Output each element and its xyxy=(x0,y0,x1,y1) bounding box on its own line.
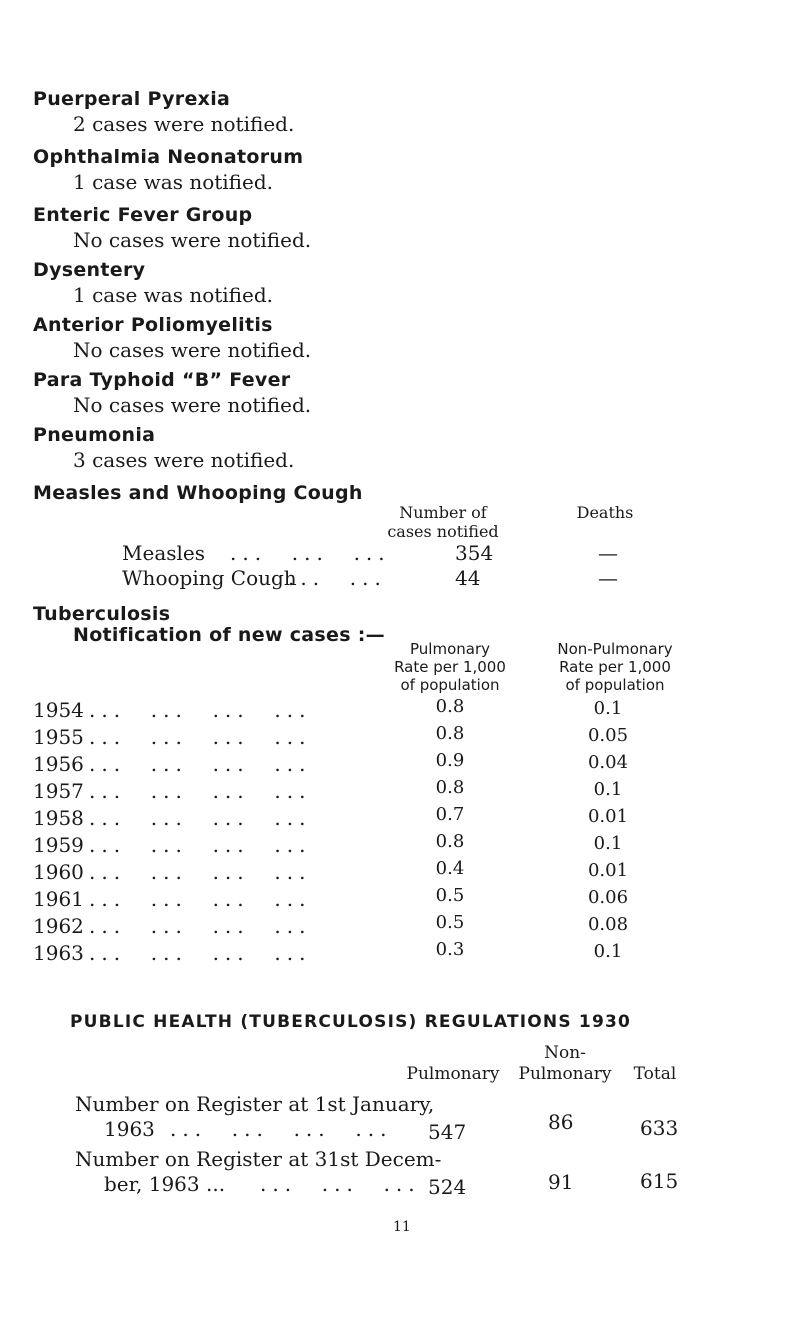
tb-non-pulmonary: 0.01 xyxy=(587,860,629,881)
tb-non-pulmonary: 0.06 xyxy=(587,887,629,908)
tb-year: 1955 xyxy=(33,725,84,749)
leader-dots: ... ... ... ... xyxy=(89,752,312,776)
tb-pulmonary: 0.7 xyxy=(435,804,465,825)
tb-year: 1962 xyxy=(33,914,84,938)
leader-dots: ... ... ... ... xyxy=(170,1117,393,1141)
tb-pulmonary: 0.9 xyxy=(435,750,465,771)
tb-non-pulmonary: 0.1 xyxy=(593,941,623,962)
register-pulmonary: 524 xyxy=(428,1175,467,1199)
section-heading: Anterior Poliomyelitis xyxy=(33,314,273,336)
header-line: Non-Pulmonary xyxy=(557,640,673,658)
header-line: of population xyxy=(400,676,500,694)
col-non-pulmonary-header: Pulmonary xyxy=(518,1064,612,1084)
tb-pulmonary: 0.4 xyxy=(435,858,465,879)
table-row xyxy=(33,752,733,779)
tb-year: 1960 xyxy=(33,860,84,884)
register-row-label: Number on Register at 1st January, xyxy=(75,1092,435,1116)
whooping-notified: 44 xyxy=(455,566,481,590)
tb-non-pulmonary: 0.01 xyxy=(587,806,629,827)
register-row-label: Number on Register at 31st Decem- xyxy=(75,1147,442,1171)
tb-table xyxy=(33,698,733,968)
tb-year: 1963 xyxy=(33,941,84,965)
whooping-deaths: — xyxy=(598,566,618,590)
measles-row-label: Whooping Cough xyxy=(122,566,297,590)
table-row xyxy=(33,779,733,806)
table-row xyxy=(33,941,733,968)
section-heading: Pneumonia xyxy=(33,424,156,446)
measles-notified: 354 xyxy=(455,541,494,565)
tb-non-pulmonary: 0.05 xyxy=(587,725,629,746)
section-text: 1 case was notified. xyxy=(73,170,274,194)
table-row xyxy=(33,698,733,725)
col-pulmonary-header xyxy=(380,640,520,694)
tb-pulmonary: 0.5 xyxy=(435,912,465,933)
section-heading: Para Typhoid “B” Fever xyxy=(33,369,291,391)
header-line: Rate per 1,000 xyxy=(559,658,671,676)
leader-dots: ... ... ... ... xyxy=(89,779,312,803)
table-row xyxy=(33,833,733,860)
tb-year: 1954 xyxy=(33,698,84,722)
section-heading: Dysentery xyxy=(33,259,146,281)
section-text: 3 cases were notified. xyxy=(73,448,295,472)
leader-dots: ... ... ... xyxy=(230,541,391,565)
leader-dots: ... ... ... ... xyxy=(89,725,312,749)
col-deaths-header: Deaths xyxy=(576,503,634,522)
header-line: Pulmonary xyxy=(410,640,490,658)
tb-subheading: Notification of new cases :— xyxy=(73,624,385,646)
table-row xyxy=(33,860,733,887)
register-non-pulmonary: 91 xyxy=(548,1170,574,1194)
tb-non-pulmonary: 0.08 xyxy=(587,914,629,935)
register-pulmonary: 547 xyxy=(428,1120,467,1144)
col-notified-header: Number of cases notified xyxy=(387,503,499,541)
measles-heading: Measles and Whooping Cough xyxy=(33,482,363,504)
tb-year: 1957 xyxy=(33,779,84,803)
register-non-pulmonary: 86 xyxy=(548,1110,574,1134)
tb-year: 1956 xyxy=(33,752,84,776)
table-row xyxy=(33,914,733,941)
tb-non-pulmonary: 0.1 xyxy=(593,698,623,719)
tb-pulmonary: 0.5 xyxy=(435,885,465,906)
section-text: No cases were notified. xyxy=(73,338,312,362)
leader-dots: ... ... ... ... xyxy=(89,887,312,911)
tb-pulmonary: 0.8 xyxy=(435,723,465,744)
section-text: 2 cases were notified. xyxy=(73,112,295,136)
measles-deaths: — xyxy=(598,541,618,565)
register-row-label-cont: 1963 xyxy=(104,1117,155,1141)
leader-dots: ... ... ... xyxy=(260,1172,421,1196)
tb-year: 1961 xyxy=(33,887,84,911)
tb-pulmonary: 0.3 xyxy=(435,939,465,960)
table-row xyxy=(33,806,733,833)
header-line: of population xyxy=(565,676,665,694)
regulations-title: PUBLIC HEALTH (TUBERCULOSIS) REGULATIONS 1930 xyxy=(70,1012,632,1032)
section-heading: Enteric Fever Group xyxy=(33,204,253,226)
tb-non-pulmonary: 0.04 xyxy=(587,752,629,773)
tb-non-pulmonary: 0.1 xyxy=(593,833,623,854)
register-total: 633 xyxy=(640,1116,679,1140)
leader-dots: ... ... ... ... xyxy=(89,914,312,938)
tb-pulmonary: 0.8 xyxy=(435,696,465,717)
section-text: No cases were notified. xyxy=(73,393,312,417)
table-row xyxy=(33,887,733,914)
page-number: 11 xyxy=(393,1219,411,1235)
tb-year: 1959 xyxy=(33,833,84,857)
leader-dots: ... ... ... ... xyxy=(89,698,312,722)
header-line: Rate per 1,000 xyxy=(394,658,506,676)
section-text: 1 case was notified. xyxy=(73,283,274,307)
leader-dots: ... ... xyxy=(288,566,387,590)
leader-dots: ... ... ... ... xyxy=(89,860,312,884)
register-total: 615 xyxy=(640,1169,679,1193)
measles-row-label: Measles xyxy=(122,541,205,565)
tb-pulmonary: 0.8 xyxy=(435,777,465,798)
section-heading: Ophthalmia Neonatorum xyxy=(33,146,304,168)
col-total-header: Total xyxy=(633,1064,677,1084)
tb-pulmonary: 0.8 xyxy=(435,831,465,852)
leader-dots: ... ... ... ... xyxy=(89,941,312,965)
section-text: No cases were notified. xyxy=(73,228,312,252)
table-row xyxy=(33,725,733,752)
tb-year: 1958 xyxy=(33,806,84,830)
tb-non-pulmonary: 0.1 xyxy=(593,779,623,800)
leader-dots: ... ... ... ... xyxy=(89,806,312,830)
col-non-pulmonary-header xyxy=(540,640,690,694)
register-row-label-cont: ber, 1963 ... xyxy=(104,1172,226,1196)
section-heading: Puerperal Pyrexia xyxy=(33,88,231,110)
leader-dots: ... ... ... ... xyxy=(89,833,312,857)
tb-heading: Tuberculosis xyxy=(33,603,171,625)
col-pulmonary-header: Pulmonary xyxy=(406,1064,500,1084)
col-non-header-top: Non- xyxy=(544,1043,586,1063)
